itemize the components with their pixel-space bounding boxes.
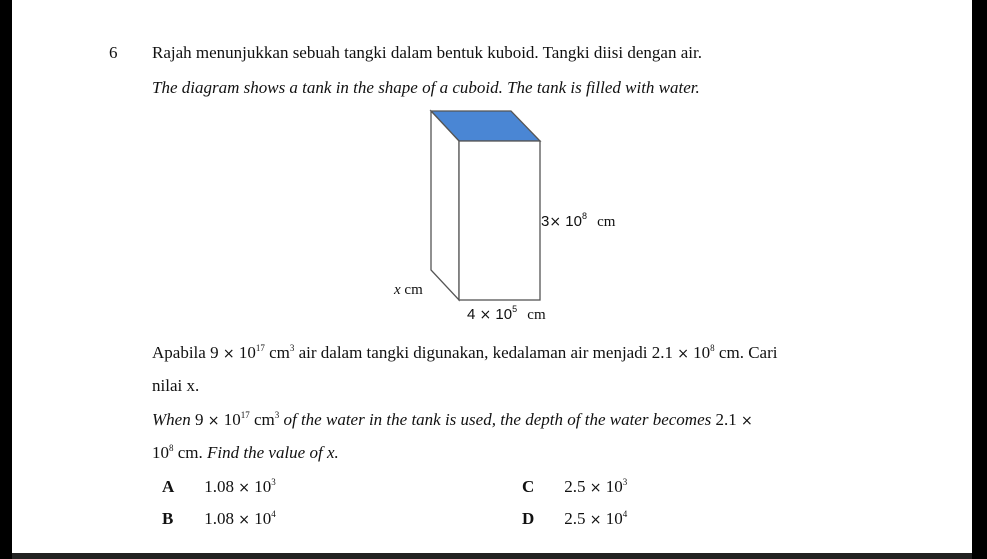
option-b[interactable]: B $1.08 \times 10^4$ [162, 509, 276, 528]
question-page [12, 0, 972, 559]
body-english-line2: $10^8$ cm. Find the value of x. [152, 443, 339, 462]
option-a[interactable]: A $1.08 \times 10^3$ [162, 477, 276, 496]
width-label: $4 \times 10^5$ cm [467, 304, 546, 323]
bottom-edge [12, 553, 972, 559]
body-english-line1: When $9 \times 10^{17}$ $cm^3$ of the water in the tank is used, the depth of the water becomes 2.1 × [152, 410, 753, 429]
option-c[interactable]: C $2.5 \times 10^3$ [522, 477, 628, 496]
height-label: $3\times 10^8$ cm [541, 211, 616, 230]
tank-front-face [459, 141, 540, 300]
intro-english: The diagram shows a tank in the shape of a cuboid. The tank is filled with water. [152, 78, 700, 97]
depth-label: x cm [394, 282, 423, 298]
cuboid-diagram [12, 0, 972, 559]
question-number: 6 [109, 43, 118, 62]
body-malay-line2: nilai x. [152, 376, 200, 395]
option-d[interactable]: D $2.5 \times 10^4$ [522, 509, 628, 528]
body-malay-line1: Apabila $9 \times 10^{17}$ $cm^3$ air dalam tangki digunakan, kedalaman air menjadi $2.1 \times 10^8$ cm. Cari [152, 343, 778, 362]
tank-side-face [431, 111, 459, 300]
intro-malay: Rajah menunjukkan sebuah tangki dalam bentuk kuboid. Tangki diisi dengan air. [152, 43, 702, 62]
